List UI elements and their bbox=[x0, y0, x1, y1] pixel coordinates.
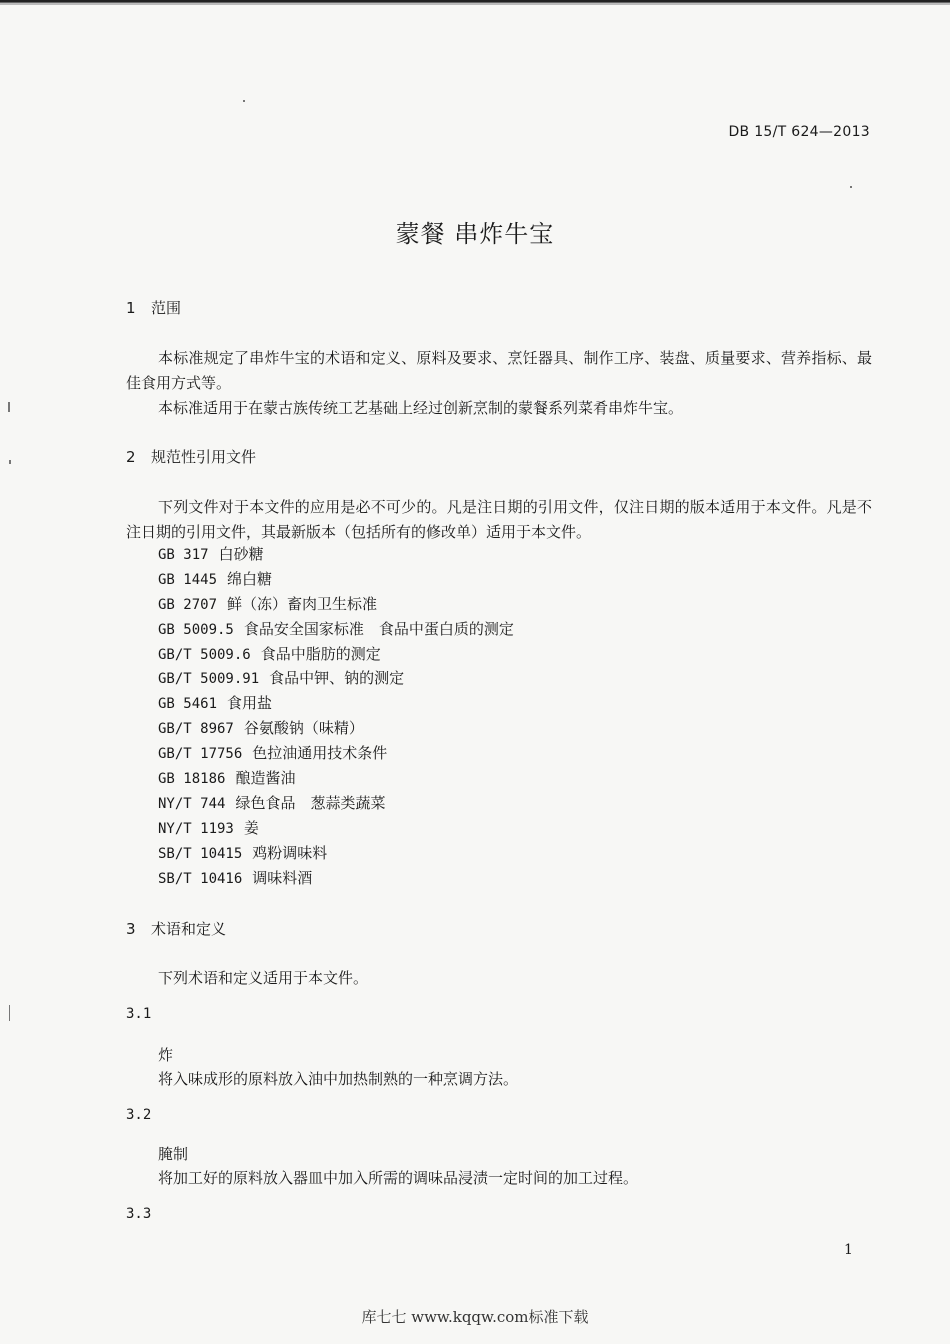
reference-item bbox=[158, 816, 514, 841]
section-1-heading bbox=[126, 297, 181, 318]
reference-code: NY/T 1193 bbox=[158, 820, 234, 837]
term-title: 炸 bbox=[158, 1046, 174, 1064]
clause-number: 3.1 bbox=[126, 1006, 152, 1022]
terms-intro: 下列术语和定义适用于本文件。 bbox=[158, 969, 369, 987]
reference-item bbox=[158, 791, 514, 816]
reference-item bbox=[158, 716, 514, 741]
reference-title: 食品安全国家标准 食品中蛋白质的测定 bbox=[243, 619, 514, 638]
scan-speck bbox=[8, 402, 10, 412]
reference-item bbox=[158, 766, 514, 791]
reference-item bbox=[158, 542, 514, 567]
scan-top-border bbox=[0, 0, 950, 5]
reference-title: 酿造酱油 bbox=[235, 769, 296, 788]
page-number: 1 bbox=[844, 1242, 853, 1258]
reference-title: 鲜（冻）畜肉卫生标准 bbox=[227, 594, 378, 613]
scope-paragraph-1: 本标准规定了串炸牛宝的术语和定义、原料及要求、烹饪器具、制作工序、装盘、质量要求、营养指标、最佳食用方式等。 bbox=[126, 349, 872, 392]
reference-item bbox=[158, 691, 514, 716]
reference-code: GB/T 8967 bbox=[158, 721, 234, 738]
reference-code: GB/T 5009.91 bbox=[158, 671, 260, 688]
reference-item bbox=[158, 592, 514, 617]
reference-code: SB/T 10415 bbox=[158, 845, 243, 862]
reference-item bbox=[158, 841, 514, 866]
reference-title: 绵白糖 bbox=[227, 569, 273, 588]
reference-code: GB 1445 bbox=[158, 571, 218, 588]
scan-speck bbox=[9, 460, 11, 464]
reference-title: 绿色食品 葱蒜类蔬菜 bbox=[235, 793, 386, 812]
reference-code: SB/T 10416 bbox=[158, 870, 243, 887]
term-definition: 将加工好的原料放入器皿中加入所需的调味品浸渍一定时间的加工过程。 bbox=[158, 1169, 639, 1187]
reference-code: NY/T 744 bbox=[158, 795, 226, 812]
reference-title: 白砂糖 bbox=[218, 545, 264, 563]
document-code: DB 15/T 624—2013 bbox=[728, 124, 870, 140]
scan-speck bbox=[850, 186, 852, 188]
download-watermark: 库七七 www.kqqw.com标准下载 bbox=[361, 1308, 589, 1326]
reference-code: GB/T 17756 bbox=[158, 746, 243, 763]
references-intro: 下列文件对于本文件的应用是必不可少的。凡是注日期的引用文件，仅注日期的版本适用于本文件。凡是不注日期的引用文件，其最新版本（包括所有的修改单）适用于本文件。 bbox=[126, 498, 872, 541]
reference-title: 食用盐 bbox=[227, 694, 273, 713]
term-title: 腌制 bbox=[158, 1145, 189, 1163]
reference-title: 色拉油通用技术条件 bbox=[252, 744, 388, 763]
reference-title: 食品中钾、钠的测定 bbox=[269, 669, 405, 688]
reference-title: 调味料酒 bbox=[252, 868, 313, 887]
term-definition: 将入味成形的原料放入油中加热制熟的一种烹调方法。 bbox=[158, 1070, 519, 1088]
reference-title: 食品中脂肪的测定 bbox=[260, 644, 381, 663]
reference-title: 姜 bbox=[243, 818, 259, 837]
section-title: 范围 bbox=[151, 299, 182, 317]
section-number: 3 bbox=[126, 920, 136, 938]
clause-number: 3.2 bbox=[126, 1107, 152, 1123]
section-title: 术语和定义 bbox=[151, 920, 227, 938]
section-number: 2 bbox=[126, 448, 136, 466]
section-title: 规范性引用文件 bbox=[151, 448, 257, 466]
section-number: 1 bbox=[126, 299, 136, 317]
reference-item bbox=[158, 567, 514, 592]
reference-title: 鸡粉调味料 bbox=[252, 843, 328, 862]
reference-title: 谷氨酸钠（味精） bbox=[243, 719, 364, 738]
scope-paragraph-2: 本标准适用于在蒙古族传统工艺基础上经过创新烹制的蒙餐系列菜肴串炸牛宝。 bbox=[158, 399, 684, 417]
reference-item bbox=[158, 642, 514, 667]
section-3-heading bbox=[126, 918, 226, 939]
scan-speck bbox=[9, 1005, 10, 1021]
reference-code: GB 2707 bbox=[158, 596, 218, 613]
section-2-heading bbox=[126, 446, 256, 467]
scan-speck bbox=[243, 100, 245, 102]
reference-code: GB 317 bbox=[158, 547, 209, 563]
reference-item bbox=[158, 666, 514, 691]
document-title: 蒙餐 串炸牛宝 bbox=[395, 220, 555, 248]
reference-list bbox=[158, 542, 514, 890]
reference-item bbox=[158, 866, 514, 891]
clause-number: 3.3 bbox=[126, 1206, 152, 1222]
reference-code: GB 5461 bbox=[158, 696, 218, 713]
reference-code: GB 18186 bbox=[158, 771, 226, 788]
reference-code: GB 5009.5 bbox=[158, 621, 234, 638]
reference-code: GB/T 5009.6 bbox=[158, 646, 251, 663]
reference-item bbox=[158, 741, 514, 766]
reference-item bbox=[158, 617, 514, 642]
